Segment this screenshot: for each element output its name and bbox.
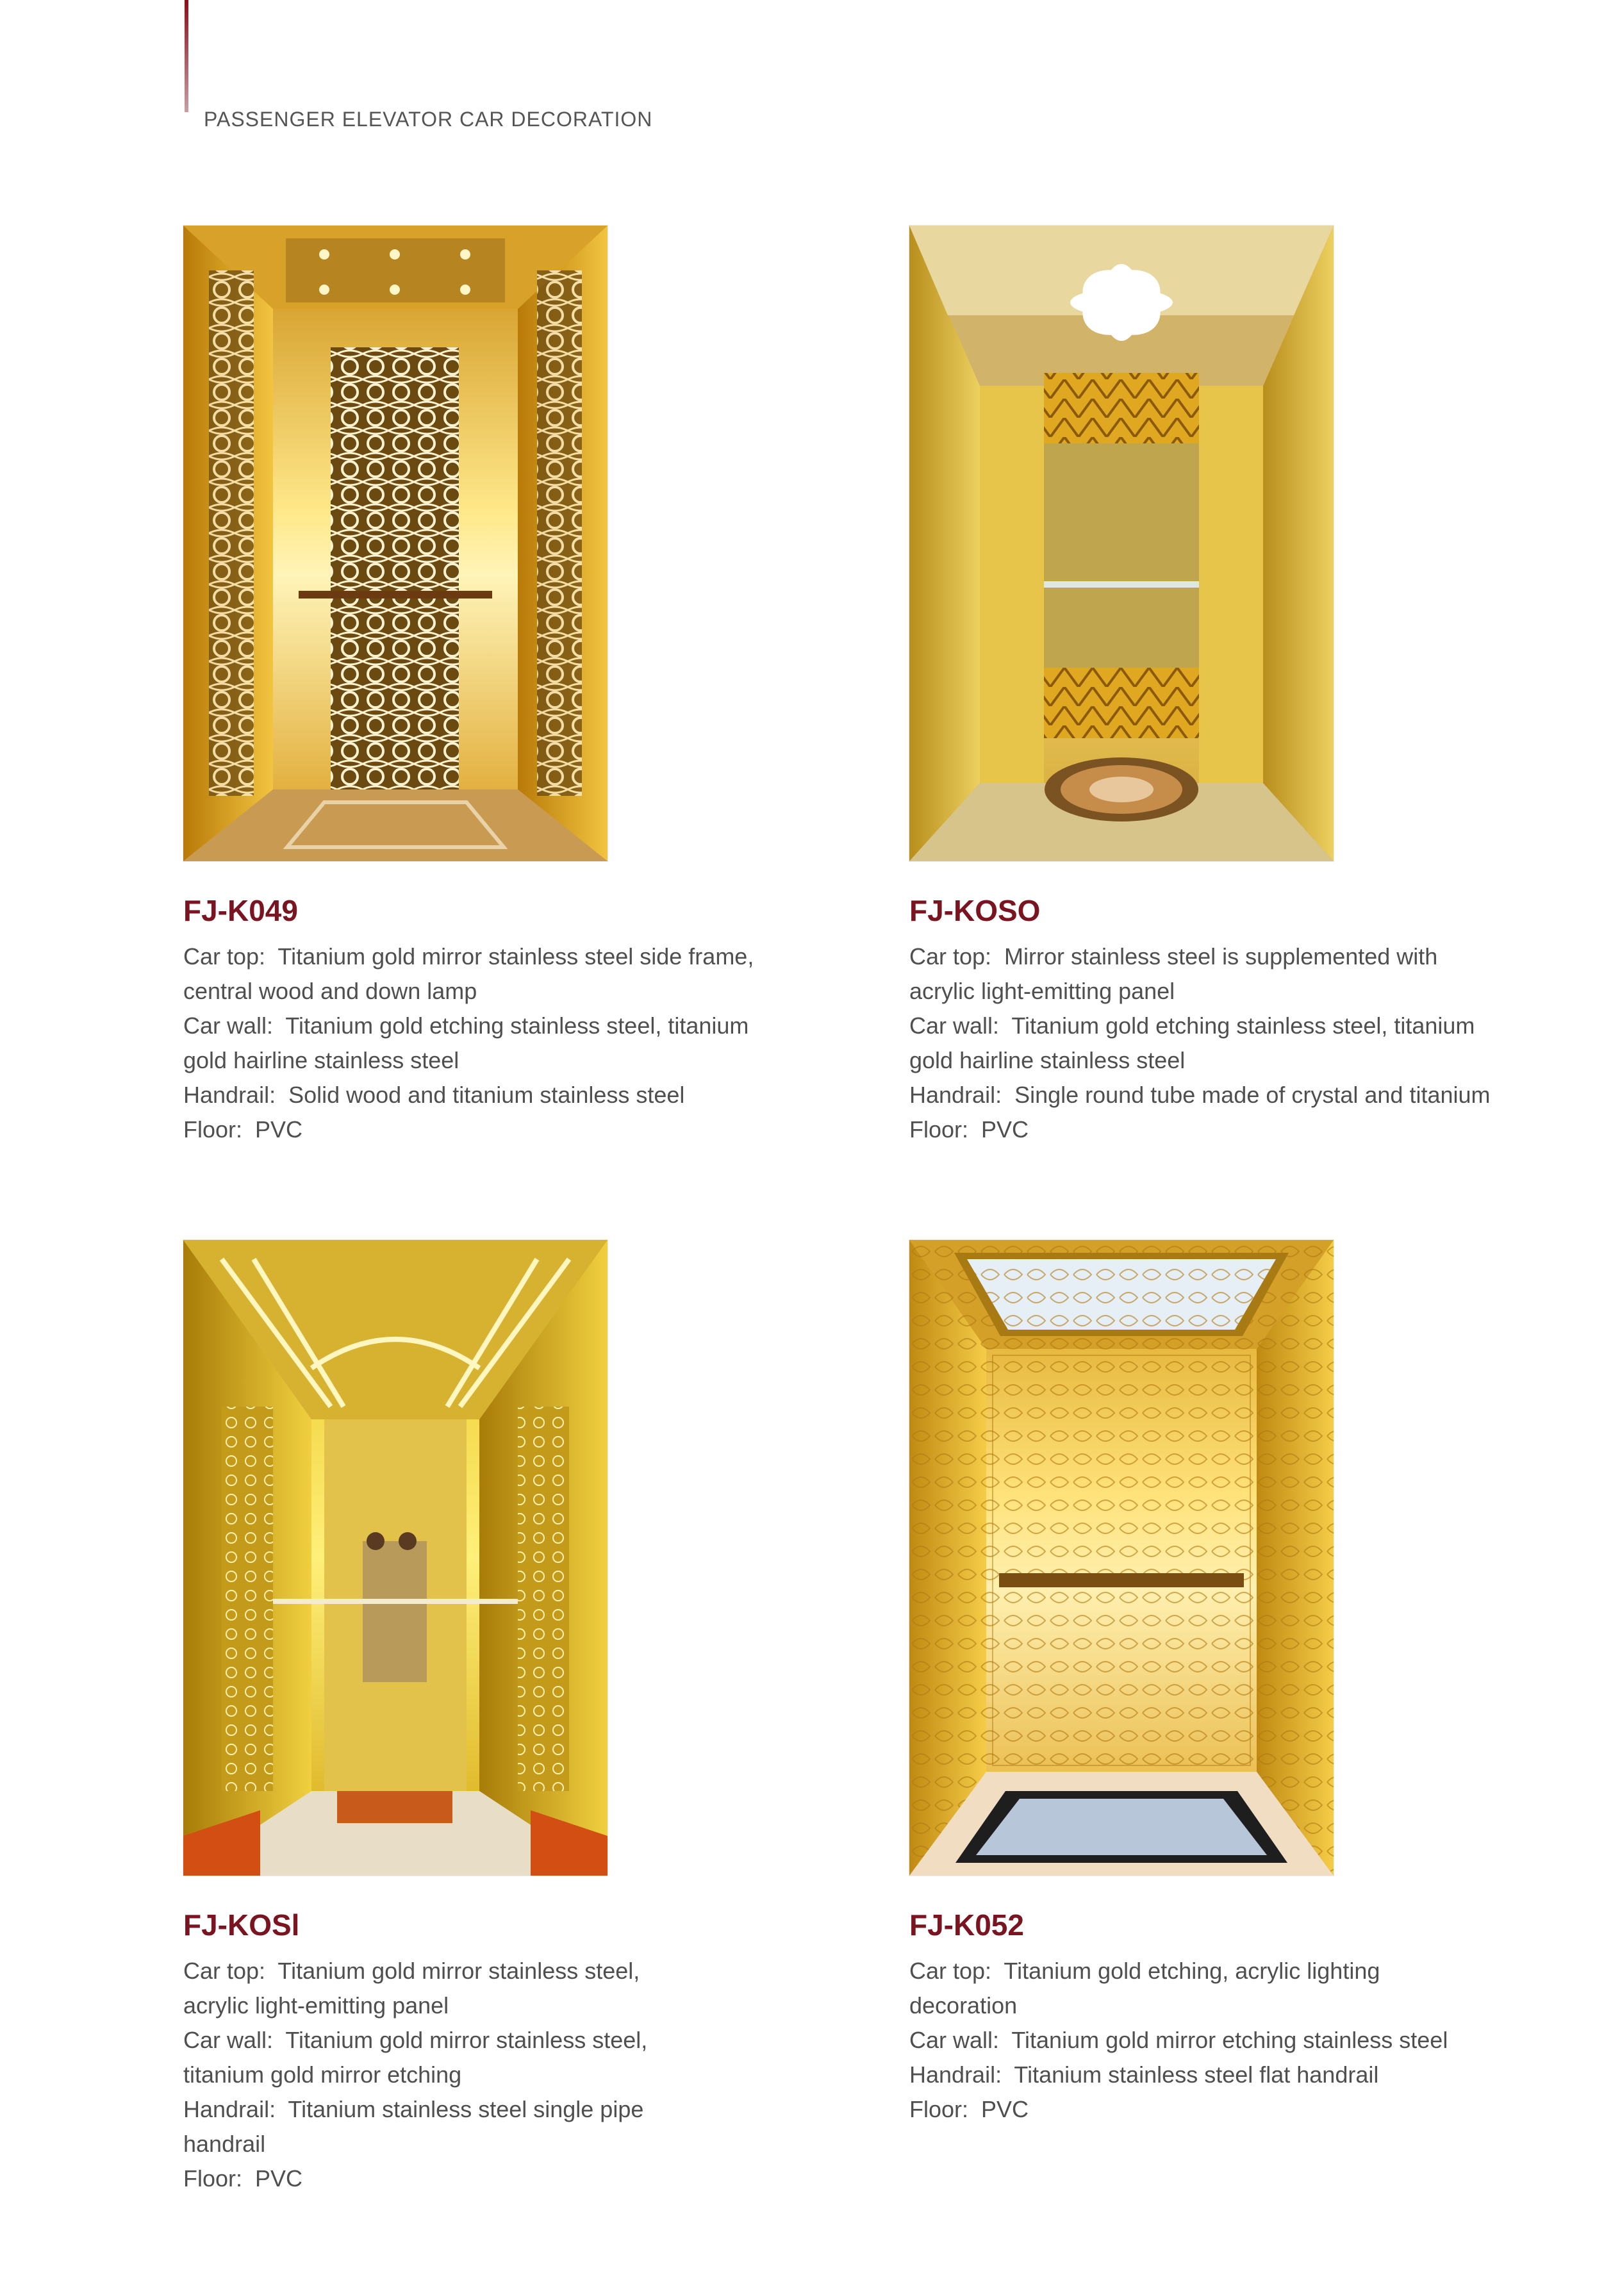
spec-line: Floor: PVC (183, 2165, 303, 2192)
product-card-kosl (183, 1240, 824, 2196)
spec-line: Car wall: Titanium gold etching stainless steel, titanium (183, 1012, 749, 1039)
spec-line: Car top: Titanium gold mirror stainless steel side frame, (183, 943, 754, 970)
spec-line: titanium gold mirror etching (183, 2061, 462, 2088)
spec-line: Car top: Titanium gold etching, acrylic lighting (909, 1958, 1380, 1984)
spec-line: Car top: Titanium gold mirror stainless steel, (183, 1958, 640, 1984)
product-code: FJ-K052 (909, 1908, 1024, 1942)
elevator-interior-image (909, 1240, 1334, 1876)
product-card-k052 (909, 1240, 1550, 2127)
spec-line: Car wall: Titanium gold etching stainless steel, titanium (909, 1012, 1475, 1039)
elevator-interior-image (183, 1240, 608, 1876)
product-photo (909, 226, 1334, 861)
product-specs (183, 939, 824, 1147)
spec-line: decoration (909, 1992, 1018, 2019)
spec-line: Car wall: Titanium gold mirror stainless steel, (183, 2027, 648, 2053)
page-header: PASSENGER ELEVATOR CAR DECORATION (204, 108, 653, 131)
spec-line: central wood and down lamp (183, 978, 477, 1004)
product-specs (183, 1954, 824, 2196)
spec-line: handrail (183, 2131, 266, 2157)
spec-line: Car wall: Titanium gold mirror etching stainless steel (909, 2027, 1448, 2053)
spec-line: Floor: PVC (909, 1116, 1029, 1143)
spec-line: Handrail: Solid wood and titanium stainless steel (183, 1082, 685, 1108)
product-specs (909, 1954, 1550, 2127)
product-code: FJ-K049 (183, 894, 298, 927)
product-code: FJ-KOSO (909, 894, 1041, 927)
product-photo (183, 226, 608, 861)
product-card-koso (909, 226, 1550, 1147)
header-accent-bar (185, 0, 188, 112)
spec-line: acrylic light-emitting panel (909, 978, 1175, 1004)
spec-line: Floor: PVC (909, 2096, 1029, 2122)
spec-line: acrylic light-emitting panel (183, 1992, 449, 2019)
elevator-interior-image (183, 226, 608, 861)
spec-line: Car top: Mirror stainless steel is supplemented with (909, 943, 1438, 970)
product-code: FJ-KOSl (183, 1908, 300, 1942)
product-photo (909, 1240, 1334, 1876)
spec-line: Floor: PVC (183, 1116, 303, 1143)
product-specs (909, 939, 1550, 1147)
spec-line: Handrail: Titanium stainless steel single pipe (183, 2096, 644, 2122)
spec-line: Handrail: Single round tube made of crystal and titanium (909, 1082, 1491, 1108)
spec-line: Handrail: Titanium stainless steel flat handrail (909, 2061, 1379, 2088)
product-card-k049 (183, 226, 824, 1147)
spec-line: gold hairline stainless steel (909, 1047, 1186, 1073)
elevator-interior-image (909, 226, 1334, 861)
product-photo (183, 1240, 608, 1876)
spec-line: gold hairline stainless steel (183, 1047, 459, 1073)
